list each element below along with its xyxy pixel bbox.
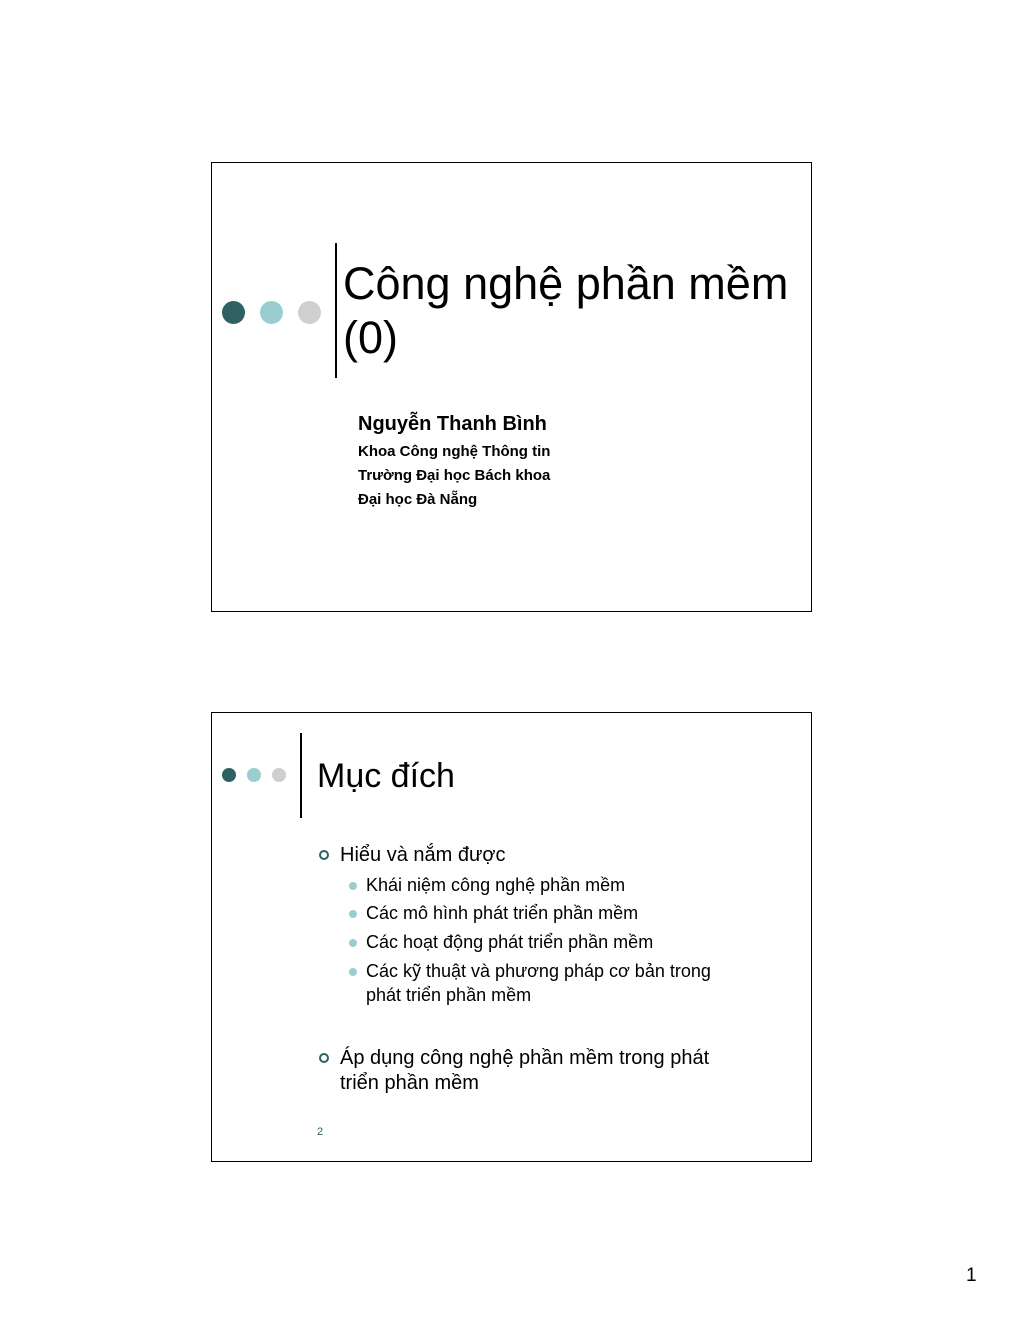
sub-list-item-text: phát triển phần mềm bbox=[366, 985, 532, 1005]
dot-bullet-icon bbox=[349, 939, 357, 947]
slide-1 bbox=[211, 162, 812, 612]
slide-1-title-line-2: (0) bbox=[343, 312, 398, 363]
decor-dot-light bbox=[247, 768, 261, 782]
decor-dot-light bbox=[260, 301, 283, 324]
dot-bullet-icon bbox=[349, 910, 357, 918]
list-item-text: Áp dụng công nghệ phần mềm trong phát bbox=[340, 1047, 710, 1069]
list-item-text: triển phần mềm bbox=[340, 1072, 479, 1094]
sub-list-item-text: Các hoạt động phát triển phần mềm bbox=[366, 932, 654, 952]
title-divider bbox=[335, 243, 337, 378]
dot-bullet-icon bbox=[349, 968, 357, 976]
slide-2 bbox=[211, 712, 812, 1162]
sub-list-item-text: Các mô hình phát triển phần mềm bbox=[366, 903, 639, 923]
affiliation-faculty: Khoa Công nghệ Thông tin bbox=[358, 443, 551, 460]
decor-dot-dark bbox=[222, 301, 245, 324]
decor-dot-gray bbox=[298, 301, 321, 324]
dot-bullet-icon bbox=[349, 882, 357, 890]
slide-1-title-line-1: Công nghệ phần mềm bbox=[343, 258, 789, 309]
title-divider bbox=[300, 733, 302, 818]
decor-dot-gray bbox=[272, 768, 286, 782]
slide-number: 2 bbox=[317, 1126, 324, 1138]
slide-1-title bbox=[343, 257, 813, 365]
decor-dot-dark bbox=[222, 768, 236, 782]
list-item-text: Hiểu và nắm được bbox=[340, 844, 506, 866]
sub-list-item-text: Các kỹ thuật và phương pháp cơ bản trong bbox=[366, 961, 711, 981]
author-name: Nguyễn Thanh Bình bbox=[358, 413, 547, 435]
sub-list-item-text: Khái niệm công nghệ phần mềm bbox=[366, 875, 626, 895]
affiliation-university: Đại học Đà Nẵng bbox=[358, 491, 478, 508]
affiliation-school: Trường Đại học Bách khoa bbox=[358, 467, 551, 484]
ring-bullet-icon bbox=[319, 1053, 329, 1063]
slide-2-title: Mục đích bbox=[317, 757, 455, 795]
page-number: 1 bbox=[966, 1265, 977, 1286]
ring-bullet-icon bbox=[319, 850, 329, 860]
